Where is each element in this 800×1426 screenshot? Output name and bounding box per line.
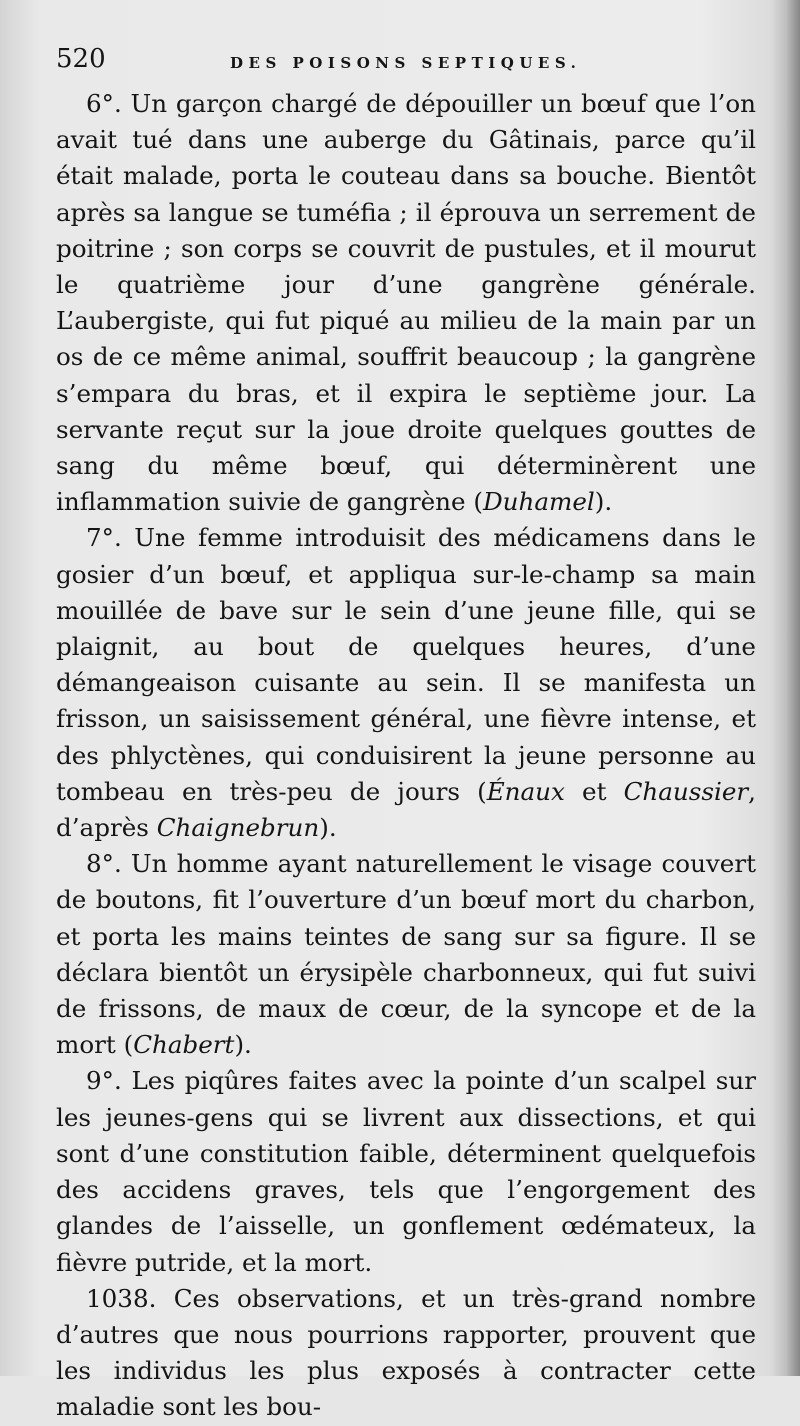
paragraph-text: et	[564, 776, 624, 806]
paragraph-text: 1038. Ces observations, et un très-grand nombre d’autres que nous pourrions rapporter, prouvent que les individus les plus exposés à contracter cette maladie sont les bou-	[56, 1283, 756, 1422]
paragraph-6	[56, 86, 756, 520]
paragraph-1038	[56, 1281, 756, 1426]
paragraph-text: 7°. Une femme introduisit des médicamens dans le gosier d’un bœuf, et appliqua sur-le-champ sa main mouillée de bave sur le sein d’une jeune fille, qui se plaignit, au bout de quelques heures, d’une démangeaison cuisante au sein. Il se manifesta un frisson, un saisissement général, une fièvre intense, et des phlyctènes, qui conduisirent la jeune personne au tombeau en très-peu de jours (	[56, 523, 756, 806]
paragraph-text: 6°. Un garçon chargé de dépouiller un bœuf que l’on avait tué dans une auberge du Gâtinais, parce qu’il était malade, porta le couteau dans sa bouche. Bientôt après sa langue se tuméfia ; il éprouva un serrement de poitrine ; son corps se couvrit de pustules, et il mourut le quatrième jour d’une gangrène générale. L’aubergiste, qui fut piqué au milieu de la main par un os de ce même animal, souffrit beaucoup ; la gangrène s’empara du bras, et il expira le septième jour. La servante reçut sur la joue droite quelques gouttes de sang du même bœuf, qui déterminèrent une inflammation suivie de gangrène (	[56, 89, 756, 517]
paragraph-9	[56, 1063, 756, 1280]
citation: Duhamel	[482, 487, 595, 517]
paragraph-text: ).	[319, 813, 337, 843]
paragraph-text: 9°. Les piqûres faites avec la pointe d’un scalpel sur les jeunes-gens qui se livrent aux dissections, et qui sont d’une constitution faible, déterminent quelquefois des accidens graves, tels que l’engorgement des glandes de l’aisselle, un gonflement œdémateux, la fièvre putride, et la mort.	[56, 1066, 756, 1277]
page-header	[56, 44, 756, 84]
paragraph-text: 8°. Un homme ayant naturellement le visage couvert de boutons, fit l’ouverture d’un bœuf mort du charbon, et porta les mains teintes de sang sur sa figure. Il se déclara bientôt un érysipèle charbonneux, qui fut suivi de frissons, de maux de cœur, de la syncope et de la mort (	[56, 849, 756, 1060]
citation: Énaux	[486, 776, 565, 806]
citation: Chaussier	[623, 776, 749, 806]
page-number: 520	[56, 44, 106, 74]
paragraph-7	[56, 520, 756, 846]
paragraph-text: , d’après	[56, 776, 756, 843]
page-edge-shadow	[786, 0, 800, 1376]
running-title: DES POISONS SEPTIQUES.	[230, 54, 582, 72]
paragraph-text: ).	[594, 487, 613, 517]
paragraph-8	[56, 846, 756, 1063]
citation: Chabert	[133, 1030, 235, 1060]
paragraph-text: ).	[234, 1030, 252, 1060]
citation: Chaignebrun	[156, 813, 320, 843]
body-text	[56, 86, 756, 1426]
